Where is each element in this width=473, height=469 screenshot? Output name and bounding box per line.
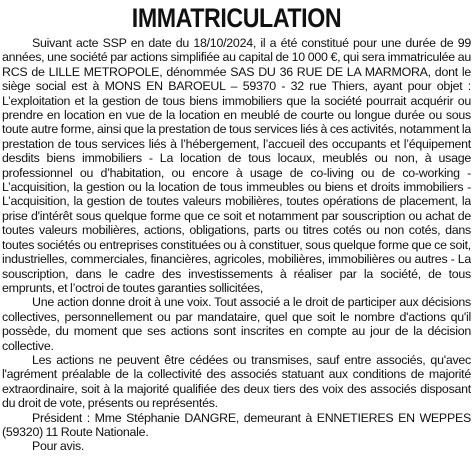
paragraph-incorporation: Suivant acte SSP en date du 18/10/2024, il a été constitué pour une durée de 99 années, une société par actions simplifiée au capital de 10 000 €, qui sera immatriculée au RCS de LILLE METROPOLE, dénommée SAS DU 36 RUE DE LA MARMORA, dont le siège social est à MONS EN BAROEUL – 59370 - 32 rue Thiers, ayant pour objet : L’exploitation et la gestion de tous biens immobiliers que la société pourrait acquérir ou prendre en location en vue de la location en meublé de courte ou longue durée ou sous toute autre forme, ainsi que la prestation de tous services liés à ces activités, notamment la prestation de tous services liés à l’hébergement, l’accueil des occupants et l’équipement desdits biens immobiliers - La location de tous locaux, meublés ou non, à usage professionnel ou d’habitation, ou encore à usage de co-living ou de co-working - L’acquisition, la gestion ou la location de tous immeubles ou biens et droits immobiliers - L’acquisition, la gestion de toutes valeurs mobilières, toutes opérations de placement, la prise d'intérêt sous quelque forme que ce soit et notamment par souscription ou achat de toutes valeurs mobilières, actions, obligations, parts ou titres cotés ou non cotés, dans toutes sociétés ou entreprises constituées ou à constituer, sous quelque forme que ce soit, industrielles, commerciales, financières, agricoles, mobilières, immobilières ou autres - La souscription, dans le cadre des investissements à réaliser par la société, de tous emprunts, et l’octroi de toutes garanties sollicitées, [2, 36, 471, 295]
paragraph-closing: Pour avis. [32, 439, 85, 454]
paragraph-president: Président : Mme Stéphanie DANGRE, demeurant à ENNETIERES EN WEPPES (59320) 11 Route Nationale. [2, 410, 471, 439]
paragraph-share-transfer: Les actions ne peuvent être cédées ou transmises, sauf entre associés, qu'avec l'agrément préalable de la collectivité des associés statuant aux conditions de majorité extraordinaire, soit à la majorité qualifiée des deux tiers des voix des associés disposant du droit de vote, présents ou représentés. [2, 352, 471, 411]
legal-notice [2, 0, 471, 469]
notice-title: IMMATRICULATION [131, 3, 342, 33]
notice-body [2, 36, 471, 454]
paragraph-voting-rights: Une action donne droit à une voix. Tout associé a le droit de participer aux décisions collectives, personnellement ou par mandataire, quel que soit le nombre d'actions qu'il possède, du moment que ses actions sont inscrites en compte au jour de la décision collective. [2, 295, 471, 353]
